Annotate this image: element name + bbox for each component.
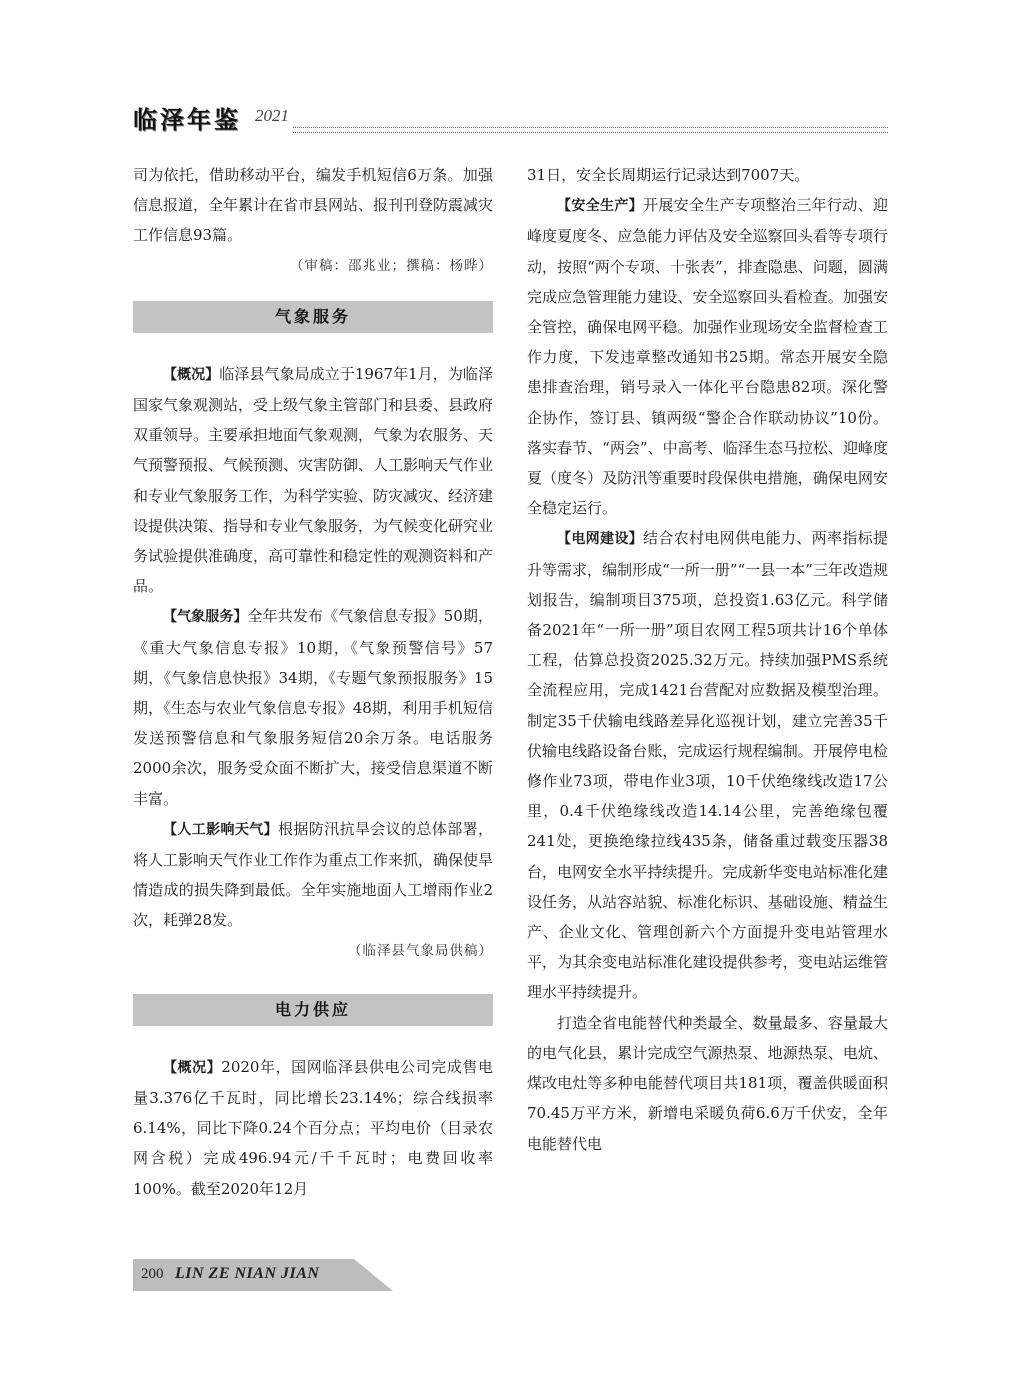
paragraph-power-overview bbox=[133, 1052, 493, 1204]
keyword: 【概况】 bbox=[163, 1059, 222, 1076]
keyword: 【人工影响天气】 bbox=[163, 821, 279, 838]
paragraph-text: 2020年，国网临泽县供电公司完成售电量3.376亿千瓦时，同比增长23.14%；综合线损率6.14%，同比下降0.24个百分点；平均电价（目录农网含税）完成496.94元/千千瓦时；电费回收率100%。截至2020年12月 bbox=[133, 1057, 493, 1198]
right-column bbox=[527, 160, 888, 1159]
paragraph-text: 结合农村电网供电能力、两率指标提升等需求，编制形成“一所一册”“一县一本”三年改造规划报告，编制项目375项，总投资1.63亿元。科学储备2021年“一所一册”项目农网工程5项共计16个单体工程，估算总投资2025.32万元。持续加强PMS系统全流程应用，完成1421台营配对应数据及模型治理。制定35千伏输电线路差异化巡视计划，建立完善35千伏输电线路设备台账，完成运行规程编制。开展停电检修作业73项，带电作业3项，10千伏绝缘线改造17公里，0.4千伏绝缘线改造14.14公里，完善绝缘包覆241处，更换绝缘拉线435条，储备重过载变压器38台，电网安全水平持续提升。完成新华变电站标准化建设任务，从站容站貌、标准化标识、基础设施、精益生产、企业文化、管理创新六个方面提升变电站管理水平，为其余变电站标准化建设提供参考，变电站运维管理水平持续提升。 bbox=[527, 529, 888, 1002]
page-number: 200 bbox=[141, 1266, 164, 1282]
paragraph-text: 开展安全生产专项整治三年行动、迎峰度夏度冬、应急能力评估及安全巡察回头看等专项行动，按照“两个专项、十张表”，排查隐患、问题，圆满完成应急管理能力建设、安全巡察回头看检查。加强安全管控，确保电网平稳。加强作业现场安全监督检查工作力度，下发违章整改通知书25期。常态开展安全隐患排查治理，销号录入一体化平台隐患82项。深化警企协作，签订县、镇两级“警企合作联动协议”10份。落实春节、“两会”、中高考、临泽生态马拉松、迎峰度夏（度冬）及防汛等重要时段保供电措施，确保电网安全稳定运行。 bbox=[527, 196, 888, 518]
paragraph-weather-modification bbox=[133, 814, 493, 936]
footer-title: LIN ZE NIAN JIAN bbox=[175, 1265, 320, 1282]
yearbook-title: 临泽年鉴 bbox=[133, 105, 241, 134]
header-rule bbox=[293, 127, 888, 133]
paragraph-grid-construction bbox=[527, 523, 888, 1007]
keyword: 【概况】 bbox=[163, 366, 220, 383]
left-column bbox=[133, 160, 493, 1204]
paragraph-continued: 31日，安全长周期运行记录达到7007天。 bbox=[527, 166, 810, 184]
section-heading-power: 电力供应 bbox=[133, 994, 493, 1026]
keyword: 【气象服务】 bbox=[163, 609, 248, 626]
paragraph-text: 全年共发布《气象信息专报》50期，《重大气象信息专报》10期，《气象预警信号》57期，《气象信息快报》34期，《专题气象预报服务》15期，《生态与农业气象信息专报》48期，利用手机短信发送预警信息和气象服务短信20余万条。电话服务2000余次，服务受众面不断扩大，接受信息渠道不断丰富。 bbox=[133, 607, 493, 808]
paragraph-continued: 司为依托，借助移动平台，编发手机短信6万条。加强信息报道，全年累计在省市县网站、报刊刊登防震减灾工作信息93篇。 bbox=[133, 166, 494, 245]
paragraph-text: 根据防汛抗旱会议的总体部署，将人工影响天气作业工作作为重点工作来抓，确保使旱情造成的损失降到最低。全年实施地面人工增雨作业2次，耗弹28发。 bbox=[133, 819, 494, 930]
running-header bbox=[133, 100, 888, 134]
paragraph-electrification: 打造全省电能替代种类最全、数量最多、容量最大的电气化县，累计完成空气源热泵、地源热泵、电炕、煤改电灶等多种电能替代项目共181项，覆盖供暖面积70.45万平方米，新增电采暖负荷6.6万千伏安，全年电能替代电 bbox=[527, 1013, 888, 1153]
credit-line: （审稿：邵兆业；撰稿：杨晔） bbox=[290, 257, 493, 274]
keyword: 【安全生产】 bbox=[557, 198, 643, 215]
yearbook-year: 2021 bbox=[255, 106, 289, 125]
page-footer bbox=[133, 1259, 393, 1291]
paragraph-weather-overview bbox=[133, 359, 493, 602]
keyword: 【电网建设】 bbox=[557, 531, 643, 548]
credit-line: （临泽县气象局供稿） bbox=[348, 942, 493, 959]
paragraph-safety bbox=[527, 190, 888, 523]
section-heading-weather: 气象服务 bbox=[133, 301, 493, 333]
paragraph-weather-service bbox=[133, 601, 493, 813]
paragraph-text: 临泽县气象局成立于1967年1月，为临泽国家气象观测站，受上级气象主管部门和县委、县政府双重领导。主要承担地面气象观测，气象为农服务、天气预警预报、气候预测、灾害防御、人工影响天气作业和专业气象服务工作，为科学实验、防灾减灾、经济建设提供决策、指导和专业气象服务，为气候变化研究业务试验提供准确度，高可靠性和稳定性的观测资料和产品。 bbox=[133, 364, 494, 596]
